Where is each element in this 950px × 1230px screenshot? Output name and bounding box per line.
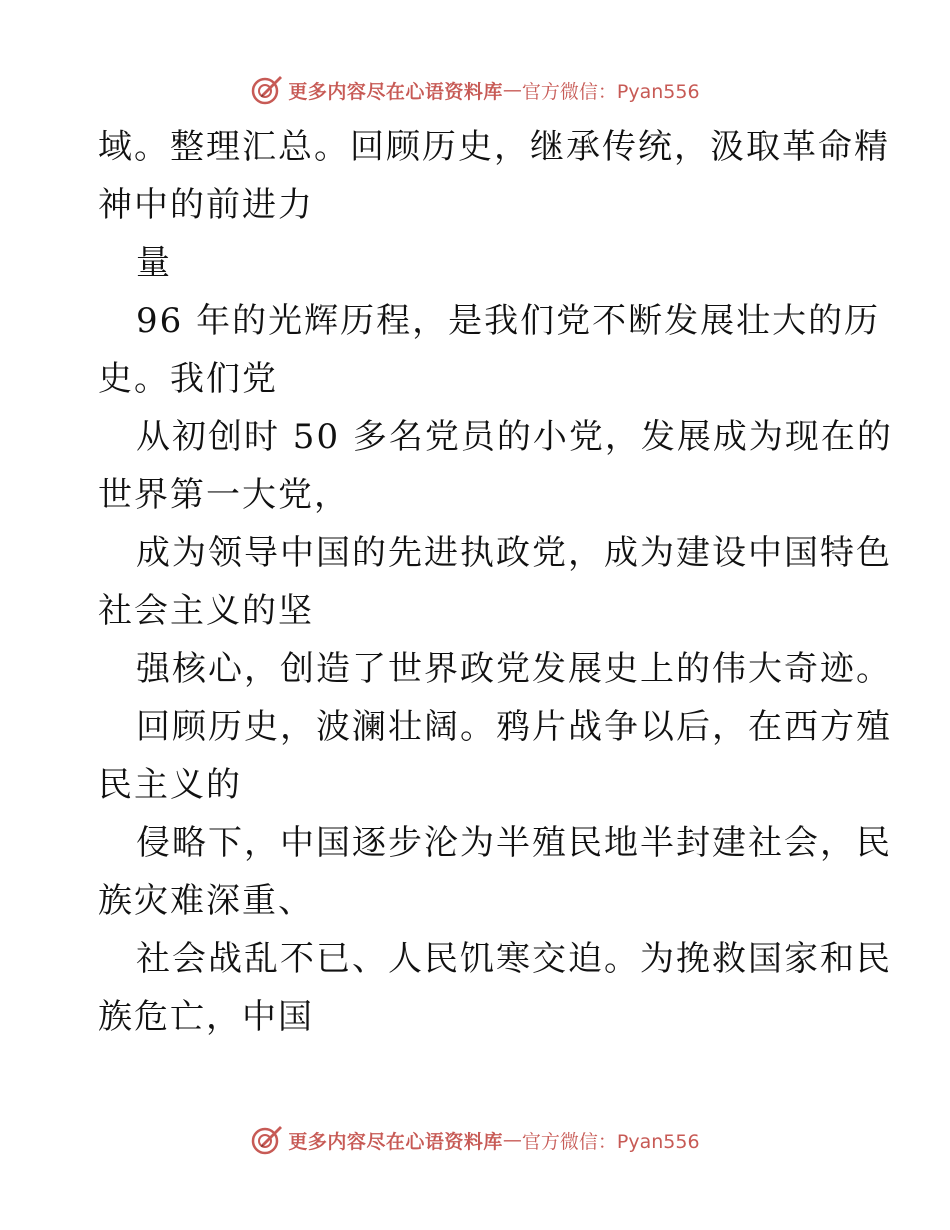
body-line: 社会战乱不已、人民饥寒交迫。为挽救国家和民 — [136, 939, 892, 979]
body-line: 族危亡，中国 — [98, 997, 314, 1037]
header-watermark — [0, 70, 950, 110]
body-line: 96 年的光辉历程，是我们党不断发展壮大的历 — [136, 301, 881, 341]
body-line: 回顾历史，波澜壮阔。鸦片战争以后，在西方殖 — [136, 707, 892, 747]
body-line: 神中的前进力 — [98, 185, 314, 225]
body-line: 强核心，创造了世界政党发展史上的伟大奇迹。 — [136, 649, 892, 689]
watermark-brand: 更多内容尽在心语资料库 — [288, 80, 503, 103]
pen-logo-icon — [250, 73, 284, 107]
watermark-wechat: 官方微信：Pyan556 — [521, 1130, 700, 1153]
body-line: 世界第一大党， — [98, 475, 350, 515]
body-line: 民主义的 — [98, 765, 242, 805]
document-body — [98, 118, 893, 1046]
watermark-brand: 更多内容尽在心语资料库 — [288, 1130, 503, 1153]
watermark-separator: — — [502, 1129, 522, 1151]
body-line: 族灾难深重、 — [98, 881, 314, 921]
body-line: 量 — [136, 243, 172, 283]
body-line: 社会主义的坚 — [98, 591, 314, 631]
footer-watermark — [0, 1120, 950, 1160]
body-line: 史。我们党 — [98, 359, 278, 399]
body-line: 域。整理汇总。回顾历史，继承传统，汲取革命精 — [98, 127, 890, 167]
body-line: 成为领导中国的先进执政党，成为建设中国特色 — [136, 533, 892, 573]
watermark-wechat: 官方微信：Pyan556 — [521, 80, 700, 103]
watermark-separator: — — [502, 79, 522, 101]
body-line: 侵略下，中国逐步沦为半殖民地半封建社会，民 — [136, 823, 892, 863]
body-line: 从初创时 50 多名党员的小党，发展成为现在的 — [136, 417, 893, 457]
pen-logo-icon — [250, 1123, 284, 1157]
